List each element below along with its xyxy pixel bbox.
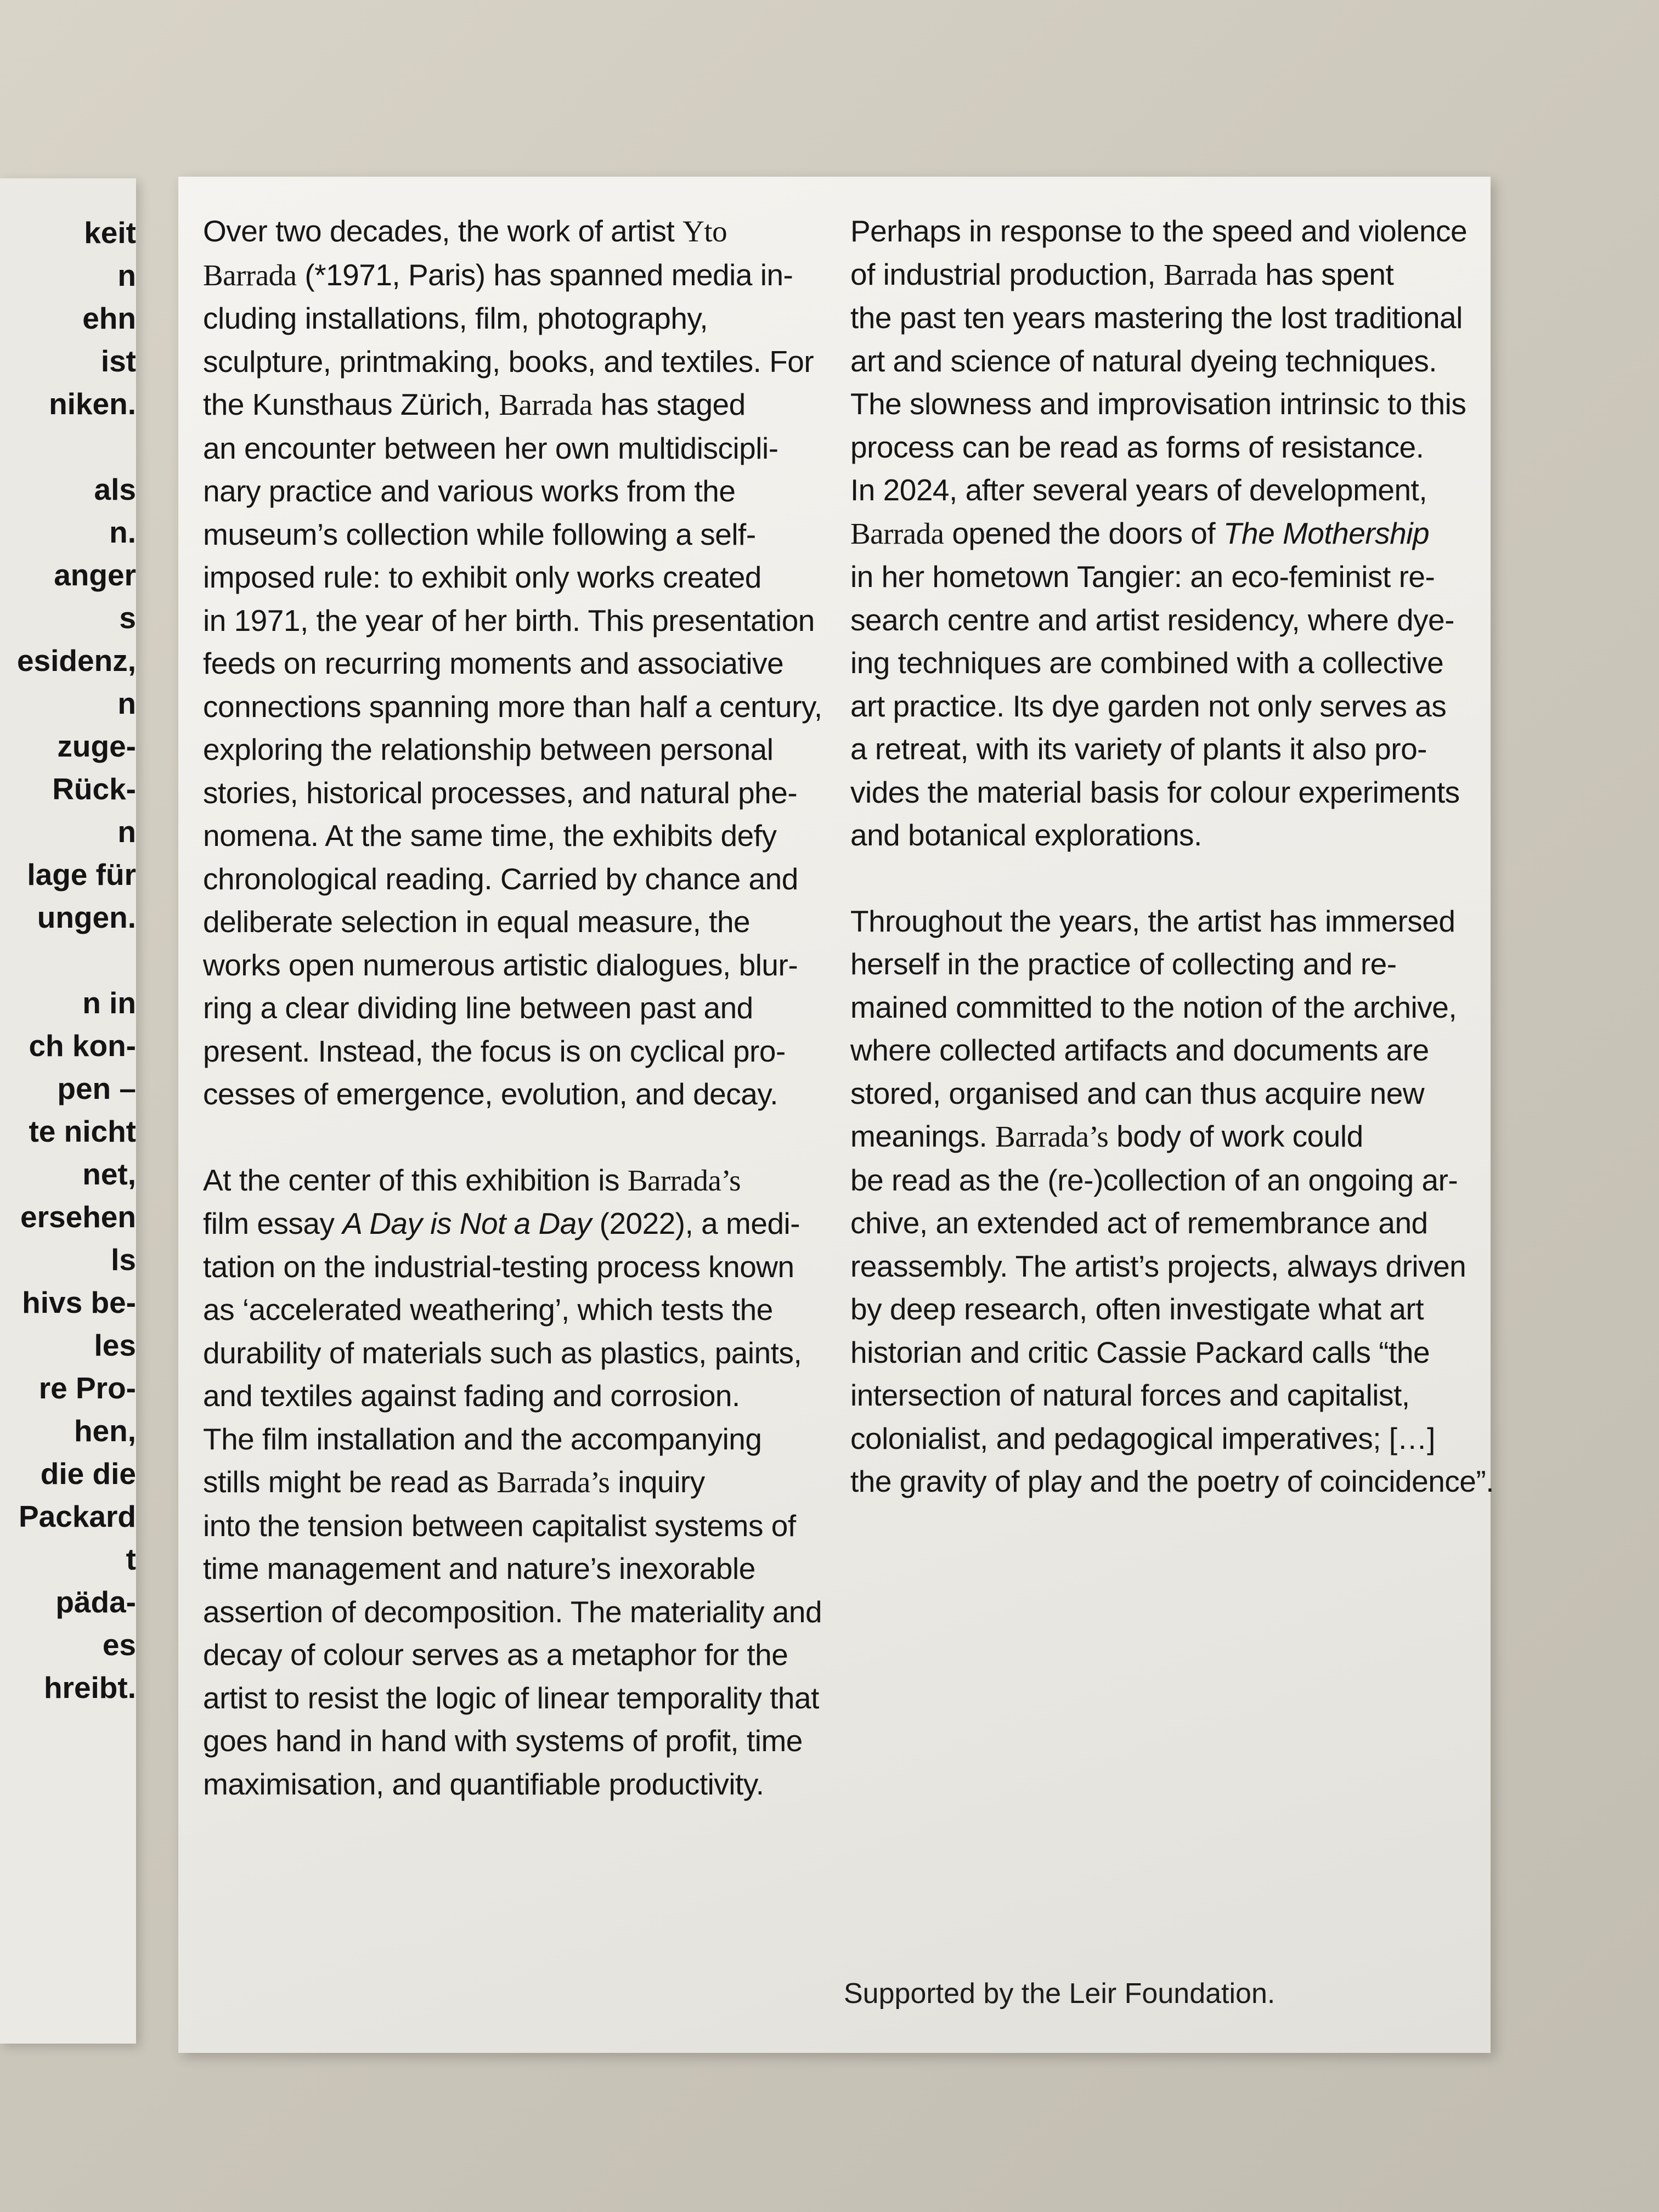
text-line	[850, 771, 1465, 814]
text-segment: where collected artifacts and documents are	[850, 1033, 1429, 1067]
german-text-line: es	[102, 1628, 136, 1662]
text-segment: artist to resist the logic of linear temporality that	[203, 1680, 819, 1715]
text-line	[850, 1245, 1465, 1288]
text-segment: exploring the relationship between personal	[203, 732, 774, 766]
german-text-line: ist	[100, 344, 136, 378]
german-text-line: die die	[40, 1457, 136, 1491]
work-title: The Mothership	[1223, 516, 1430, 550]
text-line	[850, 685, 1465, 728]
text-line	[203, 1590, 822, 1634]
text-segment: At the center of this exhibition is	[203, 1163, 628, 1197]
german-text-line: anger	[54, 558, 136, 592]
text-line	[203, 814, 806, 857]
text-line	[850, 469, 1465, 512]
text-segment: assertion of decomposition. The materiality and	[203, 1594, 822, 1629]
text-line	[850, 599, 1465, 642]
text-line	[850, 1417, 1465, 1460]
text-segment: stories, historical processes, and natural phe-	[203, 775, 798, 810]
text-line	[203, 297, 806, 340]
german-text-line: esidenz,	[16, 644, 136, 678]
text-segment: In 2024, after several years of development,	[850, 473, 1427, 507]
german-text-line	[0, 425, 136, 468]
german-text-line: zuge-	[57, 729, 136, 763]
text-segment: body of work could	[1108, 1119, 1363, 1153]
german-text-line: n	[117, 258, 136, 292]
text-line	[850, 253, 1465, 297]
text-segment: feeds on recurring moments and associative	[203, 646, 784, 680]
text-segment: by deep research, often investigate what art	[850, 1292, 1424, 1326]
text-line	[203, 986, 806, 1030]
text-segment: search centre and artist residency, where dye-	[850, 602, 1454, 637]
text-line	[203, 427, 806, 470]
text-segment: a retreat, with its variety of plants it also pro-	[850, 732, 1427, 766]
german-text-line: te nicht	[29, 1114, 136, 1148]
text-line	[203, 1677, 819, 1720]
text-segment: of industrial production,	[850, 257, 1164, 291]
paragraph-film-essay	[203, 1159, 822, 1806]
german-text-line: les	[94, 1328, 136, 1362]
text-segment: reassembly. The artist’s projects, always driven	[850, 1249, 1466, 1283]
text-segment: sculpture, printmaking, books, and textiles. For	[203, 344, 814, 379]
german-text-line: pen –	[57, 1071, 136, 1105]
text-segment: ring a clear dividing line between past and	[203, 991, 753, 1025]
text-line	[850, 1072, 1465, 1115]
text-segment: goes hand in hand with systems of profit, time	[203, 1724, 803, 1758]
text-segment: in 1971, the year of her birth. This presentation	[203, 603, 815, 637]
text-segment: opened the doors of	[944, 516, 1223, 550]
text-segment: imposed rule: to exhibit only works created	[203, 560, 761, 594]
text-column-right	[850, 210, 1494, 1546]
text-line	[850, 727, 1465, 771]
text-line	[203, 900, 806, 944]
german-text-line: s	[119, 601, 136, 635]
german-text-line: lage für	[27, 857, 136, 891]
german-text-line: niken.	[49, 387, 136, 421]
text-segment: inquiry	[610, 1465, 705, 1499]
text-line	[203, 771, 806, 815]
text-line	[850, 340, 1465, 383]
text-line	[203, 1331, 806, 1375]
text-segment: the Kunsthaus Zürich,	[203, 387, 499, 421]
text-line	[203, 1504, 806, 1548]
text-segment: vides the material basis for colour experiments	[850, 775, 1460, 809]
german-text-line: als	[94, 472, 136, 506]
text-line	[850, 1374, 1465, 1417]
text-segment: mained committed to the notion of the archive,	[850, 990, 1457, 1024]
text-segment: (2022), a medi-	[591, 1206, 800, 1240]
text-column-left	[203, 210, 822, 1848]
text-line	[850, 1029, 1465, 1072]
german-text-line: ch kon-	[29, 1029, 136, 1063]
text-segment: historian and critic Cassie Packard calls “the	[850, 1335, 1430, 1369]
text-segment: and botanical explorations.	[850, 818, 1202, 852]
text-segment: as ‘accelerated weathering’, which tests the	[203, 1293, 773, 1327]
text-line	[203, 1418, 806, 1461]
german-text-line: hen,	[74, 1414, 136, 1448]
text-line	[203, 1547, 806, 1590]
artist-name: Barrada	[850, 516, 944, 550]
text-segment: works open numerous artistic dialogues, blur-	[203, 947, 798, 982]
text-line	[850, 555, 1465, 599]
text-segment: into the tension between capitalist systems of	[203, 1508, 796, 1543]
german-text-line: päda-	[55, 1585, 136, 1619]
text-line	[203, 340, 814, 383]
text-segment: The slowness and improvisation intrinsic to this	[850, 387, 1466, 421]
german-text-line: t	[126, 1542, 136, 1576]
text-segment: herself in the practice of collecting and re-	[850, 947, 1397, 981]
text-line	[203, 1719, 806, 1763]
german-text-line: n	[117, 815, 136, 849]
text-line	[850, 943, 1465, 986]
german-text-panel	[0, 178, 136, 2044]
german-text-line: ersehen	[20, 1200, 136, 1234]
text-line	[203, 383, 806, 427]
text-segment: deliberate selection in equal measure, the	[203, 905, 751, 939]
text-segment: durability of materials such as plastics, paints,	[203, 1335, 802, 1370]
text-segment: colonialist, and pedagogical imperatives; […]	[850, 1421, 1435, 1455]
text-line	[203, 556, 806, 599]
text-segment: The film installation and the accompanying	[203, 1421, 762, 1456]
text-segment: chronological reading. Carried by chance and	[203, 861, 798, 896]
text-line	[203, 1159, 806, 1203]
text-line	[203, 513, 806, 556]
text-line	[850, 1288, 1465, 1331]
text-line	[203, 470, 806, 513]
german-text-line: Packard	[18, 1499, 136, 1533]
text-segment: cesses of emergence, evolution, and decay.	[203, 1077, 778, 1111]
text-segment: stills might be read as	[203, 1465, 497, 1499]
german-text-line: Rück-	[52, 772, 136, 806]
text-line	[850, 296, 1465, 340]
german-text-line	[0, 939, 136, 981]
german-text-line: ungen.	[37, 900, 136, 934]
text-segment: has spent	[1257, 257, 1394, 291]
german-text-line: ehn	[82, 301, 136, 335]
text-line	[203, 599, 815, 642]
text-segment: the past ten years mastering the lost traditional	[850, 301, 1463, 335]
artist-name: Barrada’s	[627, 1163, 741, 1197]
german-text-line: hivs be-	[22, 1285, 136, 1319]
german-text-line: n	[117, 686, 136, 720]
text-line	[203, 1763, 806, 1806]
text-line	[850, 382, 1465, 426]
text-segment: time management and nature’s inexorable	[203, 1551, 755, 1585]
text-segment: (*1971, Paris) has spanned media in-	[296, 257, 793, 292]
text-line	[203, 1460, 806, 1504]
text-segment: an encounter between her own multidiscipli-	[203, 431, 778, 465]
text-line	[203, 857, 806, 901]
text-segment: intersection of natural forces and capitalist,	[850, 1378, 1410, 1412]
german-text-line: hreibt.	[43, 1671, 136, 1705]
text-segment: tation on the industrial-testing process known	[203, 1249, 794, 1284]
german-text-line: n in	[82, 986, 136, 1020]
text-line	[203, 685, 822, 729]
english-wall-text-panel	[178, 177, 1494, 2053]
text-line	[203, 1030, 806, 1073]
text-line	[203, 253, 806, 297]
text-segment: meanings.	[850, 1119, 996, 1153]
text-segment: the gravity of play and the poetry of coincidence”.	[850, 1464, 1494, 1498]
text-segment: stored, organised and can thus acquire new	[850, 1076, 1425, 1110]
german-text-line: keit	[84, 216, 136, 250]
text-segment: connections spanning more than half a century,	[203, 689, 822, 724]
text-line	[203, 1374, 806, 1418]
paragraph-dyeing	[850, 210, 1468, 857]
text-line	[850, 814, 1465, 857]
text-segment: Perhaps in response to the speed and violence	[850, 214, 1468, 248]
german-text-line: n.	[109, 515, 136, 549]
text-line	[203, 642, 806, 685]
text-segment: be read as the (re-)collection of an ongoing ar-	[850, 1163, 1458, 1197]
text-segment: chive, an extended act of remembrance and	[850, 1206, 1428, 1240]
text-line	[850, 986, 1465, 1029]
text-line	[203, 1073, 806, 1116]
text-segment: art practice. Its dye garden not only serves as	[850, 689, 1447, 723]
text-segment: art and science of natural dyeing techniques.	[850, 343, 1437, 378]
text-line	[203, 728, 806, 771]
german-text-lines	[4, 211, 136, 1709]
german-text-line: ls	[111, 1243, 136, 1277]
text-segment: Over two decades, the work of artist	[203, 214, 683, 248]
text-line	[850, 641, 1465, 685]
text-line	[850, 1159, 1465, 1202]
text-segment: nary practice and various works from the	[203, 474, 736, 508]
text-line	[203, 1245, 806, 1289]
artist-name: Barrada	[1163, 257, 1257, 291]
text-segment: and textiles against fading and corrosion.	[203, 1379, 740, 1413]
text-line	[850, 1460, 1494, 1503]
work-title: A Day is Not a Day	[342, 1206, 591, 1240]
text-line	[850, 1201, 1465, 1245]
artist-name: Barrada’s	[995, 1120, 1109, 1153]
text-line	[850, 210, 1468, 253]
paragraph-archive	[850, 900, 1494, 1503]
paragraph-intro	[203, 210, 822, 1116]
text-segment: has staged	[592, 387, 746, 421]
artist-name: Yto	[682, 215, 727, 248]
artist-name: Barrada	[203, 258, 297, 292]
text-segment: museum’s collection while following a self-	[203, 517, 756, 551]
artist-name: Barrada	[499, 388, 592, 421]
text-line	[203, 1202, 806, 1245]
text-line	[850, 900, 1465, 943]
text-segment: process can be read as forms of resistance.	[850, 430, 1424, 464]
text-segment: maximisation, and quantifiable productivity.	[203, 1767, 764, 1801]
text-segment: ing techniques are combined with a collective	[850, 646, 1444, 680]
text-segment: nomena. At the same time, the exhibits defy	[203, 819, 777, 853]
text-segment: film essay	[203, 1206, 343, 1240]
sponsor-credit: Supported by the Leir Foundation.	[844, 1978, 1276, 2010]
artist-name: Barrada’s	[496, 1465, 610, 1499]
text-line	[850, 1331, 1465, 1374]
text-segment: in her hometown Tangier: an eco-feminist re-	[850, 560, 1435, 594]
german-text-line: net,	[82, 1157, 136, 1191]
text-segment: Throughout the years, the artist has immersed	[850, 904, 1455, 938]
text-line	[203, 210, 806, 253]
text-line	[203, 1633, 806, 1677]
text-line	[203, 1288, 806, 1331]
text-segment: decay of colour serves as a metaphor for the	[203, 1638, 788, 1672]
german-text-line: re Pro-	[38, 1371, 136, 1405]
text-line	[203, 944, 806, 987]
text-segment: cluding installations, film, photography,	[203, 301, 708, 335]
text-segment: present. Instead, the focus is on cyclical pro-	[203, 1034, 786, 1068]
text-line	[850, 512, 1465, 556]
text-line	[850, 1115, 1465, 1159]
text-line	[850, 426, 1465, 469]
